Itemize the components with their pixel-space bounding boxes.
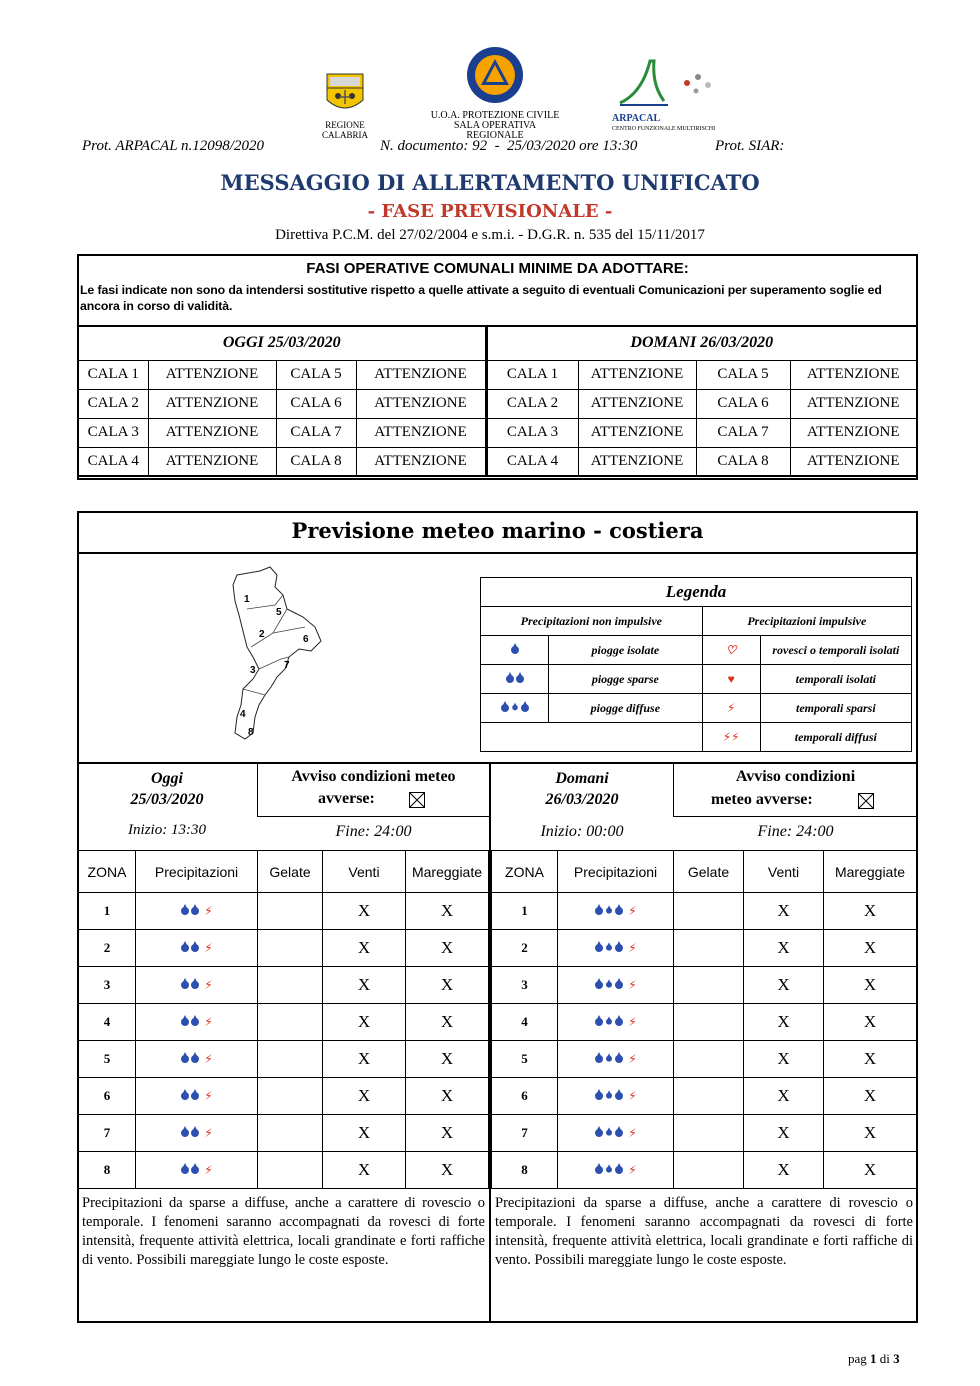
map-label-5: 5 bbox=[276, 607, 282, 618]
today-description: Precipitazioni da sparse a diffuse, anche a carattere di rovescio o temporale. I fenomeni saranno accompagnati da rovesci di forte intensità, frequente attività elettrica, locali grandinate e forti raffiche di vento. Possibili mareggiate lungo le coste esposte. bbox=[82, 1195, 485, 1268]
logo-pc-line1: U.O.A. PROTEZIONE CIVILE bbox=[430, 110, 560, 121]
page-title: MESSAGGIO DI ALLERTAMENTO UNIFICATO bbox=[220, 170, 760, 195]
mareggiate-cell: X bbox=[824, 967, 917, 1004]
arpacal-mountain-icon bbox=[612, 55, 732, 110]
zone-number: 2 bbox=[492, 930, 558, 967]
venti-cell: X bbox=[323, 1078, 406, 1115]
rain-storm-icon: ⚡ bbox=[136, 1004, 258, 1041]
map-label-2: 2 bbox=[259, 629, 265, 640]
table-row bbox=[79, 930, 489, 967]
phase-row bbox=[78, 418, 917, 447]
table-row bbox=[492, 967, 917, 1004]
today-date: 25/03/2020 bbox=[130, 791, 204, 808]
today-label: OGGI 25/03/2020 bbox=[78, 326, 486, 360]
logo-calabria-label: REGIONE CALABRIA bbox=[321, 120, 368, 140]
phases-table bbox=[77, 325, 918, 477]
rain-storm-icon: ⚡ bbox=[136, 1152, 258, 1189]
table-row bbox=[492, 1004, 917, 1041]
tomorrow-day: Domani bbox=[555, 770, 609, 787]
calabria-crest-icon bbox=[305, 70, 385, 116]
rain-storm-icon: ⚡ bbox=[136, 893, 258, 930]
mareggiate-cell: X bbox=[406, 1115, 489, 1152]
mareggiate-cell: X bbox=[406, 1004, 489, 1041]
venti-cell: X bbox=[323, 1152, 406, 1189]
legend-table bbox=[480, 577, 912, 752]
legend-isolated-storm-icon: ♥ bbox=[702, 665, 760, 694]
col-mareggiate: Mareggiate bbox=[406, 851, 489, 893]
table-row bbox=[79, 1152, 489, 1189]
phase-zone: CALA 8 bbox=[696, 447, 790, 476]
phase-zone: CALA 8 bbox=[276, 447, 356, 476]
phase-value: ATTENZIONE bbox=[790, 360, 917, 389]
phase-value: ATTENZIONE bbox=[578, 447, 696, 476]
page-subtitle: - FASE PREVISIONALE - bbox=[367, 201, 613, 222]
map-label-3: 3 bbox=[250, 665, 256, 676]
mareggiate-cell: X bbox=[406, 893, 489, 930]
legend-diffuse-rain-icon bbox=[481, 694, 549, 723]
venti-cell: X bbox=[323, 930, 406, 967]
mareggiate-cell: X bbox=[824, 930, 917, 967]
legend-label: temporali diffusi bbox=[760, 723, 911, 752]
page-mid: di bbox=[879, 1351, 890, 1366]
phase-value: ATTENZIONE bbox=[356, 447, 486, 476]
mareggiate-cell: X bbox=[406, 967, 489, 1004]
venti-cell: X bbox=[744, 930, 824, 967]
venti-cell: X bbox=[744, 1152, 824, 1189]
legend-label: temporali isolati bbox=[760, 665, 911, 694]
phase-row bbox=[78, 447, 917, 476]
phase-zone: CALA 3 bbox=[486, 418, 578, 447]
mareggiate-cell: X bbox=[824, 1152, 917, 1189]
col-precipitazioni: Precipitazioni bbox=[136, 851, 258, 893]
zone-number: 1 bbox=[492, 893, 558, 930]
phase-zone: CALA 7 bbox=[696, 418, 790, 447]
tomorrow-checkbox-icon bbox=[858, 793, 874, 809]
zone-number: 7 bbox=[492, 1115, 558, 1152]
rain-storm-icon: ⚡ bbox=[558, 967, 674, 1004]
rain-storm-icon: ⚡ bbox=[558, 1152, 674, 1189]
gelate-cell bbox=[258, 893, 323, 930]
rain-storm-icon: ⚡ bbox=[136, 1041, 258, 1078]
logo-arpacal bbox=[612, 55, 732, 130]
table-row bbox=[492, 1041, 917, 1078]
phase-zone: CALA 5 bbox=[696, 360, 790, 389]
page-current: 1 bbox=[870, 1351, 877, 1366]
legend-title: Legenda bbox=[481, 578, 912, 607]
logo-arpacal-sub: CENTRO FUNZIONALE MULTIRISCHI bbox=[612, 126, 716, 132]
legend-isolated-rain-icon bbox=[481, 636, 549, 665]
mareggiate-cell: X bbox=[406, 1152, 489, 1189]
venti-cell: X bbox=[323, 1115, 406, 1152]
zone-number: 2 bbox=[79, 930, 136, 967]
gelate-cell bbox=[258, 930, 323, 967]
prot-siar: Prot. SIAR: bbox=[715, 138, 785, 154]
page-number bbox=[848, 1351, 900, 1367]
venti-cell: X bbox=[323, 893, 406, 930]
legend-label: piogge diffuse bbox=[549, 694, 703, 723]
table-row bbox=[492, 893, 917, 930]
venti-cell: X bbox=[744, 1115, 824, 1152]
zone-number: 4 bbox=[79, 1004, 136, 1041]
phase-value: ATTENZIONE bbox=[790, 447, 917, 476]
phase-zone: CALA 4 bbox=[78, 447, 148, 476]
phase-value: ATTENZIONE bbox=[356, 418, 486, 447]
table-row bbox=[79, 967, 489, 1004]
phase-row bbox=[78, 389, 917, 418]
map-label-6: 6 bbox=[303, 634, 309, 645]
gelate-cell bbox=[674, 1115, 744, 1152]
venti-cell: X bbox=[744, 1004, 824, 1041]
phase-row bbox=[78, 360, 917, 389]
phase-zone: CALA 6 bbox=[276, 389, 356, 418]
gelate-cell bbox=[674, 1152, 744, 1189]
zone-number: 8 bbox=[492, 1152, 558, 1189]
table-row bbox=[79, 893, 489, 930]
gelate-cell bbox=[258, 1152, 323, 1189]
phase-zone: CALA 4 bbox=[486, 447, 578, 476]
phase-zone: CALA 2 bbox=[486, 389, 578, 418]
legend-isolated-showers-icon: ♡ bbox=[702, 636, 760, 665]
mareggiate-cell: X bbox=[824, 893, 917, 930]
phase-value: ATTENZIONE bbox=[148, 360, 276, 389]
phase-zone: CALA 3 bbox=[78, 418, 148, 447]
table-row bbox=[492, 1115, 917, 1152]
rain-storm-icon: ⚡ bbox=[136, 1078, 258, 1115]
zone-number: 3 bbox=[492, 967, 558, 1004]
col-venti: Venti bbox=[744, 851, 824, 893]
legend-label: piogge isolate bbox=[549, 636, 703, 665]
rain-storm-icon: ⚡ bbox=[558, 1004, 674, 1041]
venti-cell: X bbox=[323, 967, 406, 1004]
tomorrow-fine: Fine: 24:00 bbox=[757, 823, 834, 840]
tomorrow-label: DOMANI 26/03/2020 bbox=[486, 326, 917, 360]
rain-storm-icon: ⚡ bbox=[558, 1078, 674, 1115]
today-avviso-line2: avverse: bbox=[318, 790, 375, 807]
today-checkbox-icon bbox=[409, 792, 425, 808]
table-row bbox=[492, 1152, 917, 1189]
directive-reference: Direttiva P.C.M. del 27/02/2004 e s.m.i. - D.G.R. n. 535 del 15/11/2017 bbox=[275, 227, 705, 243]
prot-arpacal: Prot. ARPACAL n.12098/2020 bbox=[82, 138, 264, 154]
rain-storm-icon: ⚡ bbox=[558, 1041, 674, 1078]
tomorrow-inizio: Inizio: 00:00 bbox=[540, 823, 624, 840]
legend-diffuse-storm-icon: ⚡⚡ bbox=[702, 723, 760, 752]
phase-value: ATTENZIONE bbox=[578, 360, 696, 389]
table-row bbox=[492, 1078, 917, 1115]
phase-zone: CALA 5 bbox=[276, 360, 356, 389]
col-venti: Venti bbox=[323, 851, 406, 893]
venti-cell: X bbox=[323, 1004, 406, 1041]
phase-value: ATTENZIONE bbox=[148, 418, 276, 447]
mareggiate-cell: X bbox=[824, 1004, 917, 1041]
today-inizio: Inizio: 13:30 bbox=[128, 822, 206, 838]
legend-label: temporali sparsi bbox=[760, 694, 911, 723]
gelate-cell bbox=[674, 1004, 744, 1041]
gelate-cell bbox=[674, 893, 744, 930]
tomorrow-zone-table bbox=[491, 850, 917, 1189]
rain-storm-icon: ⚡ bbox=[558, 1115, 674, 1152]
logo-protezione-civile bbox=[425, 45, 565, 141]
page-total: 3 bbox=[893, 1351, 900, 1366]
zone-number: 1 bbox=[79, 893, 136, 930]
mareggiate-cell: X bbox=[406, 930, 489, 967]
venti-cell: X bbox=[744, 1041, 824, 1078]
logo-regione-calabria bbox=[305, 70, 385, 140]
venti-cell: X bbox=[323, 1041, 406, 1078]
gelate-cell bbox=[258, 1004, 323, 1041]
phase-zone: CALA 1 bbox=[78, 360, 148, 389]
mareggiate-cell: X bbox=[406, 1041, 489, 1078]
venti-cell: X bbox=[744, 1078, 824, 1115]
map-label-4: 4 bbox=[240, 709, 246, 720]
table-row bbox=[79, 1041, 489, 1078]
mareggiate-cell: X bbox=[824, 1041, 917, 1078]
tomorrow-avviso-line2: meteo avverse: bbox=[711, 791, 813, 808]
zone-number: 6 bbox=[492, 1078, 558, 1115]
zone-number: 6 bbox=[79, 1078, 136, 1115]
phase-value: ATTENZIONE bbox=[578, 418, 696, 447]
protezione-civile-emblem-icon bbox=[425, 45, 565, 107]
gelate-cell bbox=[258, 1115, 323, 1152]
forecast-title-divider bbox=[77, 552, 918, 554]
col-gelate: Gelate bbox=[674, 851, 744, 893]
legend-col-impulsive: Precipitazioni impulsive bbox=[702, 607, 911, 636]
map-label-8: 8 bbox=[248, 727, 254, 738]
table-row bbox=[79, 1004, 489, 1041]
zone-number: 3 bbox=[79, 967, 136, 1004]
phase-zone: CALA 2 bbox=[78, 389, 148, 418]
zone-number: 5 bbox=[492, 1041, 558, 1078]
rain-storm-icon: ⚡ bbox=[136, 967, 258, 1004]
rain-storm-icon: ⚡ bbox=[136, 1115, 258, 1152]
mareggiate-cell: X bbox=[824, 1078, 917, 1115]
col-precipitazioni: Precipitazioni bbox=[558, 851, 674, 893]
legend-col-non-impulsive: Precipitazioni non impulsive bbox=[481, 607, 703, 636]
tomorrow-description: Precipitazioni da sparse a diffuse, anche a carattere di rovescio o temporale. I fenomeni saranno accompagnati da rovesci di forte intensità, frequente attività elettrica, locali grandinate e forti raffiche di vento. Possibili mareggiate lungo le coste esposte. bbox=[495, 1195, 913, 1268]
col-zona: ZONA bbox=[79, 851, 136, 893]
phase-zone: CALA 1 bbox=[486, 360, 578, 389]
phase-zone: CALA 6 bbox=[696, 389, 790, 418]
gelate-cell bbox=[258, 1041, 323, 1078]
gelate-cell bbox=[258, 967, 323, 1004]
phase-value: ATTENZIONE bbox=[790, 418, 917, 447]
rain-storm-icon: ⚡ bbox=[558, 893, 674, 930]
gelate-cell bbox=[258, 1078, 323, 1115]
legend-label: rovesci o temporali isolati bbox=[760, 636, 911, 665]
phase-value: ATTENZIONE bbox=[356, 389, 486, 418]
zone-number: 7 bbox=[79, 1115, 136, 1152]
table-row bbox=[492, 930, 917, 967]
phase-value: ATTENZIONE bbox=[356, 360, 486, 389]
zone-number: 4 bbox=[492, 1004, 558, 1041]
mareggiate-cell: X bbox=[406, 1078, 489, 1115]
table-row bbox=[79, 1115, 489, 1152]
map-label-7: 7 bbox=[284, 660, 290, 671]
logo-pc-line2: SALA OPERATIVA REGIONALE bbox=[453, 120, 537, 141]
forecast-title: Previsione meteo marino - costiera bbox=[291, 518, 704, 543]
gelate-cell bbox=[674, 1078, 744, 1115]
zone-number: 8 bbox=[79, 1152, 136, 1189]
legend-scattered-storm-icon: ⚡ bbox=[702, 694, 760, 723]
documento-number: N. documento: 92 - 25/03/2020 ore 13:30 bbox=[380, 138, 638, 154]
phase-value: ATTENZIONE bbox=[148, 447, 276, 476]
gelate-cell bbox=[674, 930, 744, 967]
today-fine: Fine: 24:00 bbox=[335, 823, 412, 840]
logo-arpacal-label: ARPACAL bbox=[612, 113, 661, 124]
tomorrow-date: 26/03/2020 bbox=[545, 791, 619, 808]
col-zona: ZONA bbox=[492, 851, 558, 893]
legend-empty-cell bbox=[481, 723, 703, 752]
phase-zone: CALA 7 bbox=[276, 418, 356, 447]
today-avviso-line1: Avviso condizioni meteo bbox=[291, 768, 456, 785]
phase-value: ATTENZIONE bbox=[790, 389, 917, 418]
map-label-1: 1 bbox=[244, 594, 250, 605]
zone-number: 5 bbox=[79, 1041, 136, 1078]
page-prefix: pag bbox=[848, 1351, 867, 1366]
venti-cell: X bbox=[744, 967, 824, 1004]
rain-storm-icon: ⚡ bbox=[558, 930, 674, 967]
phases-heading: FASI OPERATIVE COMUNALI MINIME DA ADOTTARE: bbox=[306, 260, 689, 277]
today-zone-table bbox=[78, 850, 489, 1189]
table-row bbox=[79, 1078, 489, 1115]
rain-storm-icon: ⚡ bbox=[136, 930, 258, 967]
col-mareggiate: Mareggiate bbox=[824, 851, 917, 893]
legend-scattered-rain-icon bbox=[481, 665, 549, 694]
gelate-cell bbox=[674, 1041, 744, 1078]
phase-value: ATTENZIONE bbox=[578, 389, 696, 418]
gelate-cell bbox=[674, 967, 744, 1004]
mareggiate-cell: X bbox=[824, 1115, 917, 1152]
phase-value: ATTENZIONE bbox=[148, 389, 276, 418]
venti-cell: X bbox=[744, 893, 824, 930]
today-day: Oggi bbox=[151, 770, 183, 787]
phases-note: Le fasi indicate non sono da intendersi sostitutive rispetto a quelle attivate a seguito di eventuali Comunicazioni per superamento soglie ed ancora in corso di validità. bbox=[80, 283, 882, 313]
tomorrow-avviso-line1: Avviso condizioni bbox=[735, 768, 856, 785]
col-gelate: Gelate bbox=[258, 851, 323, 893]
legend-label: piogge sparse bbox=[549, 665, 703, 694]
